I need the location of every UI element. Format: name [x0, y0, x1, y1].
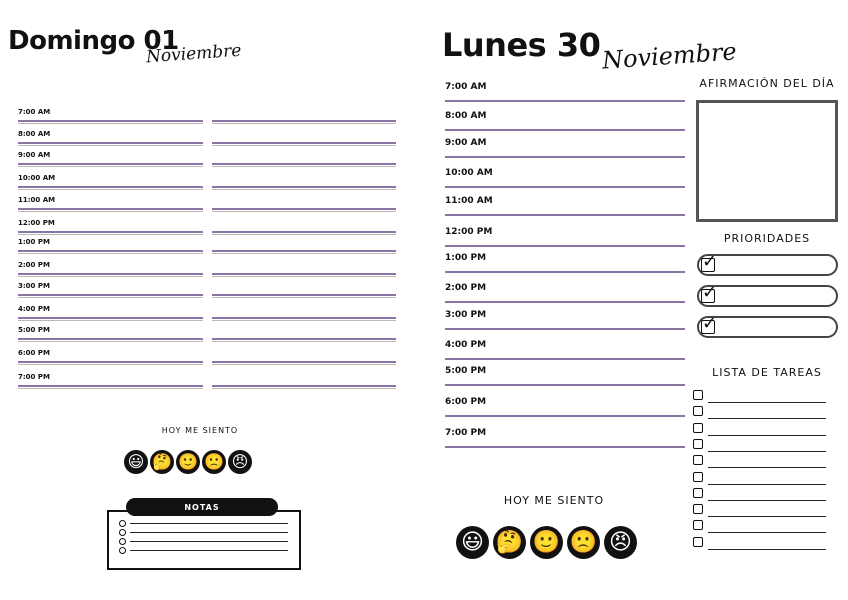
- time-label: 12:00 PM: [18, 219, 55, 227]
- left-month-script: Noviembre: [145, 40, 242, 68]
- grin-face-icon[interactable]: 😃: [456, 526, 489, 559]
- task-checkbox[interactable]: [693, 439, 703, 449]
- note-line[interactable]: [130, 541, 288, 542]
- grin-face-icon[interactable]: 😃: [124, 450, 148, 474]
- time-label: 8:00 AM: [445, 111, 487, 121]
- schedule-subline: [212, 234, 396, 235]
- left-day-title: Domingo 01: [8, 26, 179, 56]
- schedule-line[interactable]: [18, 250, 203, 252]
- time-label: 5:00 PM: [445, 366, 487, 376]
- check-icon: ✓: [702, 251, 718, 272]
- sad-face-icon[interactable]: 🙁: [202, 450, 226, 474]
- schedule-subline: [212, 276, 396, 277]
- time-label: 11:00 AM: [18, 196, 56, 204]
- time-label: 7:00 AM: [445, 82, 487, 92]
- schedule-line[interactable]: [212, 120, 396, 122]
- schedule-line[interactable]: [445, 358, 685, 360]
- right-day-title: Lunes 30: [442, 26, 601, 64]
- time-label: 1:00 PM: [445, 253, 487, 263]
- time-label: 9:00 AM: [18, 151, 51, 159]
- time-label: 2:00 PM: [445, 283, 487, 293]
- schedule-line[interactable]: [445, 129, 685, 131]
- notes-box[interactable]: [107, 510, 301, 570]
- schedule-subline: [18, 276, 203, 277]
- schedule-subline: [212, 297, 396, 298]
- note-bullet-icon: [119, 520, 126, 527]
- task-checkbox[interactable]: [693, 390, 703, 400]
- thinking-face-icon[interactable]: 🤔: [150, 450, 174, 474]
- schedule-line[interactable]: [18, 120, 203, 122]
- schedule-subline: [18, 234, 203, 235]
- schedule-line[interactable]: [18, 142, 203, 144]
- task-checkbox[interactable]: [693, 406, 703, 416]
- time-label: 7:00 AM: [18, 108, 51, 116]
- time-label: 2:00 PM: [18, 261, 50, 269]
- time-label: 9:00 AM: [445, 138, 487, 148]
- schedule-subline: [212, 364, 396, 365]
- time-label: 4:00 PM: [18, 305, 50, 313]
- time-label: 3:00 PM: [18, 282, 50, 290]
- right-mood-title: HOY ME SIENTO: [503, 494, 605, 507]
- schedule-line[interactable]: [212, 273, 396, 275]
- schedule-line[interactable]: [445, 156, 685, 158]
- thinking-face-icon[interactable]: 🤔: [493, 526, 526, 559]
- schedule-line[interactable]: [445, 328, 685, 330]
- note-bullet-icon: [119, 547, 126, 554]
- note-bullet-icon: [119, 529, 126, 536]
- time-label: 4:00 PM: [445, 340, 487, 350]
- task-line[interactable]: [708, 467, 826, 468]
- schedule-line[interactable]: [212, 317, 396, 319]
- task-checkbox[interactable]: [693, 520, 703, 530]
- schedule-line[interactable]: [18, 273, 203, 275]
- schedule-subline: [18, 253, 203, 254]
- time-label: 12:00 PM: [445, 227, 493, 237]
- schedule-subline: [18, 145, 203, 146]
- smile-face-icon[interactable]: 🙂: [176, 450, 200, 474]
- task-checkbox[interactable]: [693, 488, 703, 498]
- schedule-subline: [212, 123, 396, 124]
- time-label: 6:00 PM: [18, 349, 50, 357]
- time-label: 10:00 AM: [18, 174, 56, 182]
- schedule-line[interactable]: [212, 361, 396, 363]
- schedule-subline: [18, 166, 203, 167]
- schedule-subline: [18, 189, 203, 190]
- time-label: 10:00 AM: [445, 168, 493, 178]
- schedule-line[interactable]: [212, 142, 396, 144]
- schedule-line[interactable]: [212, 208, 396, 210]
- note-line[interactable]: [130, 523, 288, 524]
- priority-field[interactable]: [697, 251, 838, 276]
- schedule-subline: [212, 189, 396, 190]
- task-checkbox[interactable]: [693, 504, 703, 514]
- task-line[interactable]: [708, 402, 826, 403]
- task-checkbox[interactable]: [693, 537, 703, 547]
- schedule-subline: [18, 341, 203, 342]
- schedule-line[interactable]: [212, 231, 396, 233]
- schedule-line[interactable]: [18, 163, 203, 165]
- task-line[interactable]: [708, 516, 826, 517]
- schedule-line[interactable]: [18, 208, 203, 210]
- schedule-line[interactable]: [445, 245, 685, 247]
- schedule-subline: [18, 211, 203, 212]
- schedule-line[interactable]: [212, 338, 396, 340]
- angry-face-icon[interactable]: 😠: [228, 450, 252, 474]
- task-line[interactable]: [708, 500, 826, 501]
- right-month-script: Noviembre: [601, 37, 738, 75]
- right-planner-page: [424, 0, 848, 600]
- schedule-line[interactable]: [18, 186, 203, 188]
- time-label: 8:00 AM: [18, 130, 51, 138]
- task-checkbox[interactable]: [693, 472, 703, 482]
- schedule-line[interactable]: [18, 231, 203, 233]
- schedule-line[interactable]: [212, 250, 396, 252]
- smile-face-icon[interactable]: 🙂: [530, 526, 563, 559]
- schedule-line[interactable]: [18, 317, 203, 319]
- schedule-line[interactable]: [18, 361, 203, 363]
- schedule-line[interactable]: [445, 415, 685, 417]
- time-label: 1:00 PM: [18, 238, 50, 246]
- check-icon: ✓: [702, 313, 718, 334]
- affirmation-box[interactable]: [696, 100, 838, 222]
- task-line[interactable]: [708, 484, 826, 485]
- schedule-line[interactable]: [212, 163, 396, 165]
- priority-field[interactable]: [697, 313, 838, 338]
- schedule-line[interactable]: [445, 186, 685, 188]
- task-line[interactable]: [708, 418, 826, 419]
- time-label: 7:00 PM: [18, 373, 50, 381]
- note-line[interactable]: [130, 550, 288, 551]
- task-checkbox[interactable]: [693, 423, 703, 433]
- task-checkbox[interactable]: [693, 455, 703, 465]
- schedule-line[interactable]: [445, 301, 685, 303]
- affirmation-title: AFIRMACIÓN DEL DÍA: [699, 77, 835, 90]
- schedule-subline: [212, 388, 396, 389]
- schedule-line[interactable]: [445, 446, 685, 448]
- schedule-subline: [18, 388, 203, 389]
- notes-title: NOTAS: [126, 498, 278, 516]
- time-label: 11:00 AM: [445, 196, 493, 206]
- schedule-line[interactable]: [212, 294, 396, 296]
- schedule-line[interactable]: [212, 186, 396, 188]
- check-icon: ✓: [702, 282, 718, 303]
- task-line[interactable]: [708, 435, 826, 436]
- time-label: 3:00 PM: [445, 310, 487, 320]
- schedule-line[interactable]: [445, 100, 685, 102]
- schedule-subline: [212, 145, 396, 146]
- priority-field[interactable]: [697, 282, 838, 307]
- task-line[interactable]: [708, 451, 826, 452]
- schedule-subline: [212, 341, 396, 342]
- task-line[interactable]: [708, 549, 826, 550]
- priorities-title: PRIORIDADES: [723, 232, 811, 245]
- schedule-line[interactable]: [445, 271, 685, 273]
- schedule-subline: [18, 297, 203, 298]
- schedule-subline: [212, 320, 396, 321]
- time-label: 6:00 PM: [445, 397, 487, 407]
- note-line[interactable]: [130, 532, 288, 533]
- left-mood-title: HOY ME SIENTO: [161, 426, 239, 435]
- schedule-line[interactable]: [18, 385, 203, 387]
- schedule-line[interactable]: [18, 294, 203, 296]
- task-line[interactable]: [708, 532, 826, 533]
- schedule-subline: [18, 364, 203, 365]
- schedule-line[interactable]: [212, 385, 396, 387]
- schedule-subline: [18, 320, 203, 321]
- tasks-title: LISTA DE TAREAS: [712, 366, 822, 379]
- angry-face-icon[interactable]: 😠: [604, 526, 637, 559]
- time-label: 7:00 PM: [445, 428, 487, 438]
- schedule-line[interactable]: [445, 384, 685, 386]
- note-bullet-icon: [119, 538, 126, 545]
- sad-face-icon[interactable]: 🙁: [567, 526, 600, 559]
- schedule-line[interactable]: [18, 338, 203, 340]
- schedule-subline: [212, 253, 396, 254]
- schedule-line[interactable]: [445, 214, 685, 216]
- time-label: 5:00 PM: [18, 326, 50, 334]
- schedule-subline: [212, 211, 396, 212]
- schedule-subline: [212, 166, 396, 167]
- schedule-subline: [18, 123, 203, 124]
